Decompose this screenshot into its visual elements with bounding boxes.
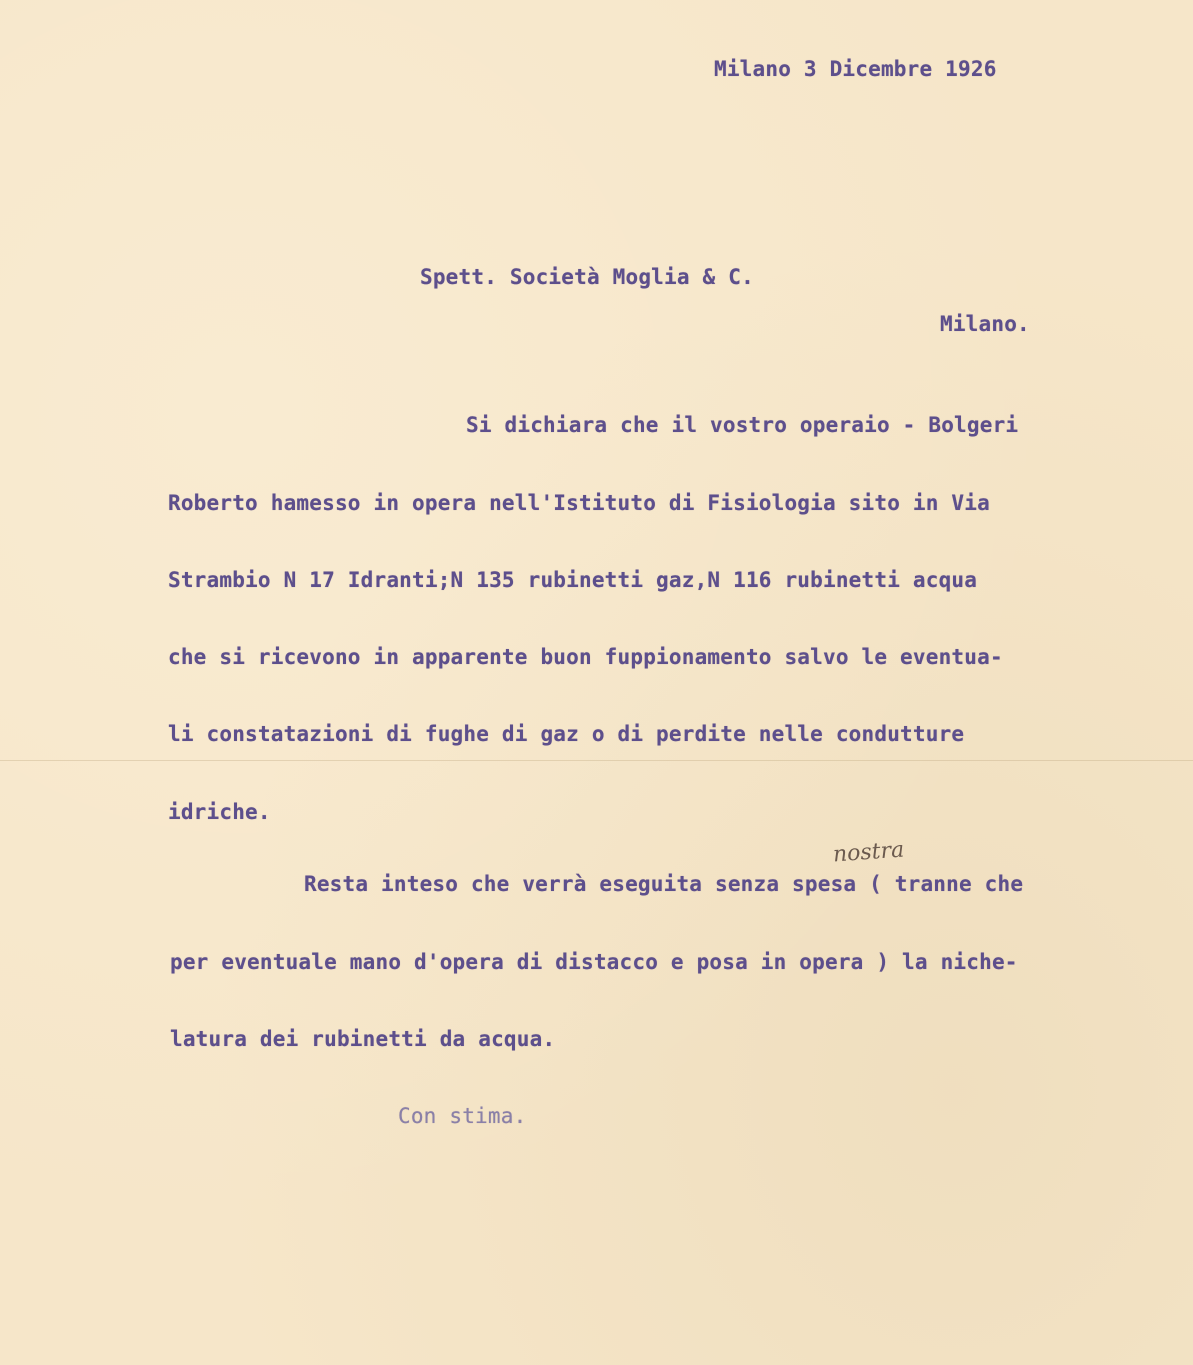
handwritten-insertion: nostra <box>832 837 905 868</box>
body-line-7: Resta inteso che verrà eseguita senza spesa ( tranne che <box>304 872 1024 896</box>
body-line-6: idriche. <box>168 800 271 824</box>
closing: Con stima. <box>398 1104 527 1128</box>
paper-crease <box>0 760 1193 761</box>
recipient-name: Spett. Società Moglia & C. <box>420 265 754 289</box>
body-line-8: per eventuale mano d'opera di distacco e posa in opera ) la niche- <box>170 950 1018 974</box>
body-line-5: li constatazioni di fughe di gaz o di perdite nelle condutture <box>168 722 965 746</box>
date-line: Milano 3 Dicembre 1926 <box>714 57 997 81</box>
body-line-1: Si dichiara che il vostro operaio - Bolgeri <box>466 413 1019 437</box>
body-line-4: che si ricevono in apparente buon fuppionamento salvo le eventua- <box>168 645 1003 669</box>
body-line-3: Strambio N 17 Idranti;N 135 rubinetti gaz,N 116 rubinetti acqua <box>168 568 978 592</box>
body-line-2: Roberto hamesso in opera nell'Istituto di Fisiologia sito in Via <box>168 491 990 515</box>
body-line-9: latura dei rubinetti da acqua. <box>170 1027 556 1051</box>
recipient-city: Milano. <box>940 312 1030 336</box>
